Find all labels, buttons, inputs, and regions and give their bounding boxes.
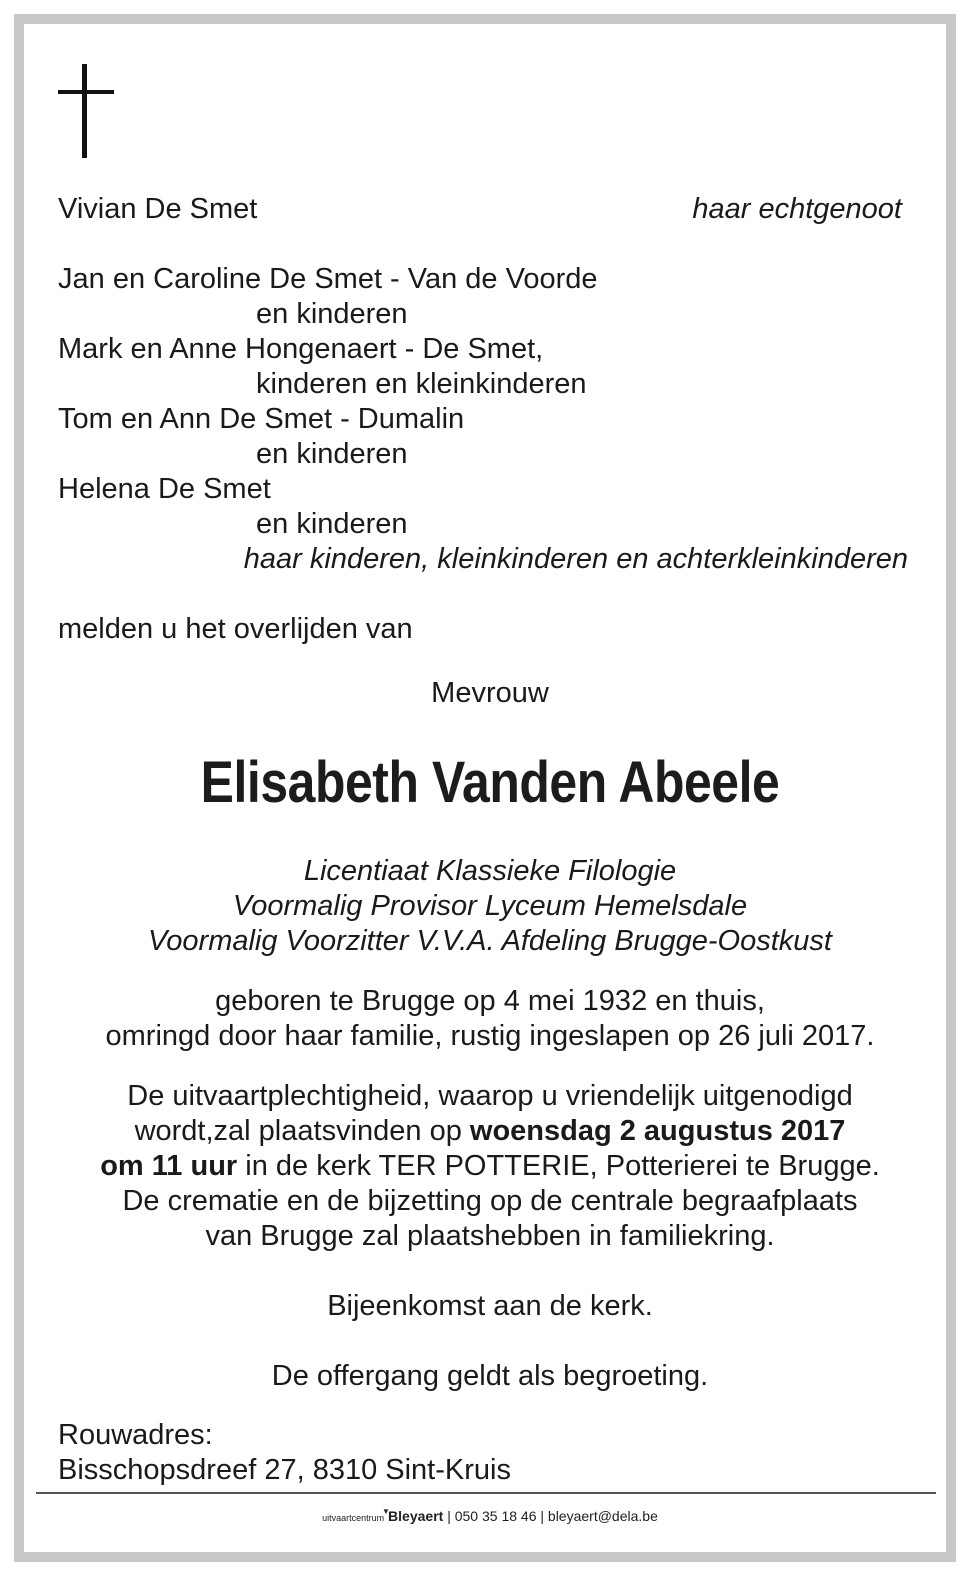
child-name: Helena De Smet bbox=[58, 473, 271, 505]
footer-separator: | bbox=[447, 1508, 451, 1524]
child-note: kinderen en kleinkinderen bbox=[256, 368, 587, 400]
ceremony-line: van Brugge zal plaatshebben in familiekring. bbox=[205, 1220, 775, 1252]
child-note: en kinderen bbox=[256, 508, 408, 540]
deceased-name: Elisabeth Vanden Abeele bbox=[200, 750, 780, 815]
footer-separator: | bbox=[540, 1508, 545, 1524]
birth-death-line: geboren te Brugge op 4 mei 1932 en thuis, bbox=[215, 985, 765, 1017]
child-name: Mark en Anne Hongenaert - De Smet, bbox=[58, 333, 544, 365]
footer-divider bbox=[36, 1492, 936, 1494]
triangle-icon: ▼ bbox=[382, 1507, 390, 1516]
gathering-text: Bijeenkomst aan de kerk. bbox=[327, 1290, 653, 1322]
ceremony-location: in de kerk TER POTTERIE, Potterierei te Brugge. bbox=[237, 1150, 880, 1182]
child-name: Jan en Caroline De Smet - Van de Voorde bbox=[58, 263, 598, 295]
footer-email[interactable]: bleyaert@dela.be bbox=[547, 1508, 658, 1524]
ceremony-line: De uitvaartplechtigheid, waarop u vriendelijk uitgenodigd bbox=[127, 1080, 853, 1112]
announcement-text: melden u het overlijden van bbox=[58, 613, 413, 645]
footer-brand: ▼ Bleyaert bbox=[388, 1508, 443, 1524]
ceremony-time: om 11 uur bbox=[100, 1150, 238, 1182]
children-role: haar kinderen, kleinkinderen en achterkleinkinderen bbox=[243, 543, 908, 575]
ceremony-line bbox=[0, 1149, 980, 1184]
footer-phone: 050 35 18 46 bbox=[454, 1508, 537, 1524]
offering-text: De offergang geldt als begroeting. bbox=[271, 1360, 709, 1392]
salutation: Mevrouw bbox=[431, 677, 549, 709]
deceased-title: Voormalig Voorzitter V.V.A. Afdeling Brugge-Oostkust bbox=[148, 925, 832, 957]
child-note: en kinderen bbox=[256, 438, 408, 470]
address-label: Rouwadres: bbox=[58, 1419, 213, 1451]
spouse-name: Vivian De Smet bbox=[58, 193, 258, 225]
ceremony-date: woensdag 2 augustus 2017 bbox=[469, 1115, 846, 1147]
child-name: Tom en Ann De Smet - Dumalin bbox=[58, 403, 465, 435]
child-note: en kinderen bbox=[256, 298, 408, 330]
spouse-role: haar echtgenoot bbox=[692, 193, 902, 225]
address-value: Bisschopsdreef 27, 8310 Sint-Kruis bbox=[58, 1454, 511, 1486]
deceased-title: Voormalig Provisor Lyceum Hemelsdale bbox=[232, 890, 748, 922]
footer-prefix: uitvaartcentrum bbox=[322, 1513, 385, 1523]
cross-icon bbox=[58, 64, 114, 158]
ceremony-line: De crematie en de bijzetting op de centrale begraafplaats bbox=[122, 1185, 858, 1217]
ceremony-text: wordt,zal plaatsvinden op bbox=[134, 1115, 470, 1147]
birth-death-line: omringd door haar familie, rustig ingeslapen op 26 juli 2017. bbox=[105, 1020, 875, 1052]
funeral-home-footer bbox=[0, 1506, 980, 1528]
deceased-title: Licentiaat Klassieke Filologie bbox=[303, 855, 677, 887]
ceremony-line bbox=[0, 1114, 980, 1149]
